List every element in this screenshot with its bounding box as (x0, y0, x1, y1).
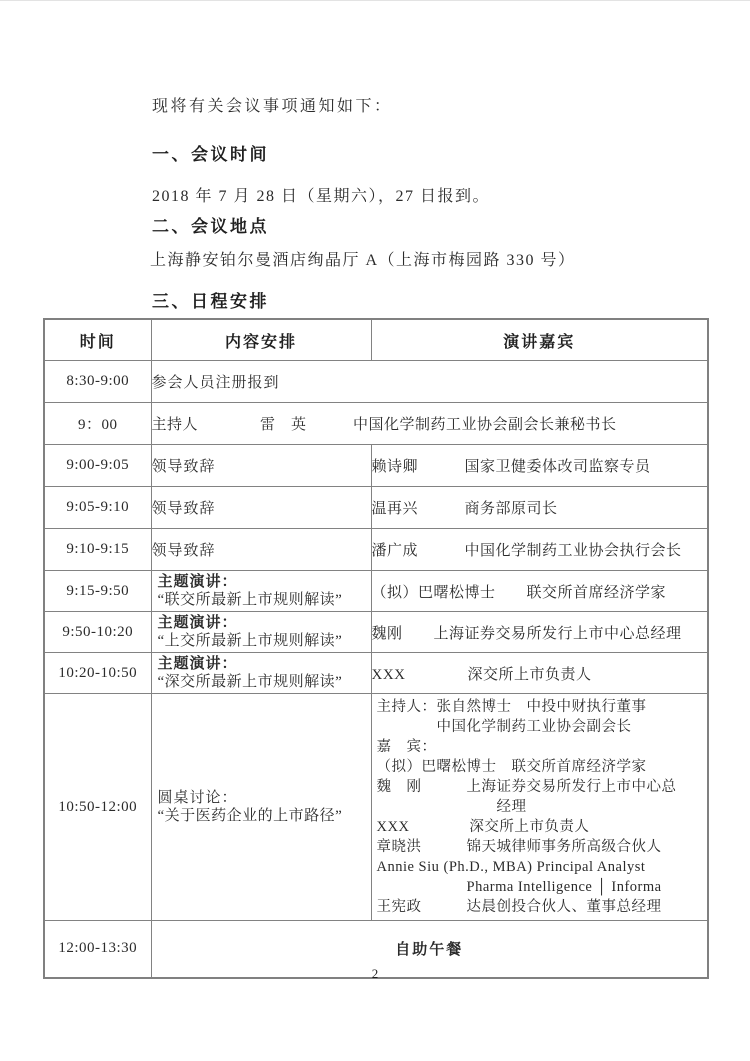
content-cell (151, 653, 371, 694)
roundtable-line: 中国化学制药工业协会副会长 (376, 719, 632, 735)
table-row-keynote-2 (44, 612, 708, 653)
table-row-keynote-3 (44, 653, 708, 694)
section-1-heading: 一、会议时间 (152, 145, 269, 164)
table-row-speech-3 (44, 529, 708, 571)
keynote-subtitle: “上交所最新上市规则解读” (157, 633, 343, 649)
table-row-keynote-1 (44, 571, 708, 612)
content-cell: 领导致辞 (151, 487, 371, 529)
time-cell: 9:15-9:50 (44, 571, 151, 612)
roundtable-speakers-cell (371, 694, 708, 921)
time-cell: 9:05-9:10 (44, 487, 151, 529)
intro-paragraph: 现将有关会议事项通知如下： (152, 98, 393, 115)
roundtable-title: 圆桌讨论： (157, 790, 238, 806)
speaker-cell: 赖诗卿 国家卫健委体改司监察专员 (371, 445, 708, 487)
section-2-body: 上海静安铂尔曼酒店绚晶厅 A（上海市梅园路 330 号） (150, 252, 576, 269)
roundtable-line: 魏 刚 上海证券交易所发行上市中心总 (376, 779, 677, 795)
content-cell: 领导致辞 (151, 445, 371, 487)
roundtable-line: Annie Siu (Ph.D., MBA) Principal Analyst (376, 859, 646, 875)
table-row-roundtable (44, 694, 708, 921)
roundtable-line: 经理 (376, 799, 527, 815)
content-cell (151, 612, 371, 653)
speaker-cell: XXX 深交所上市负责人 (371, 653, 708, 694)
table-row-speech-2 (44, 487, 708, 529)
header-content: 内容安排 (151, 319, 371, 361)
section-1-body: 2018 年 7 月 28 日（星期六），27 日报到。 (152, 188, 491, 205)
roundtable-subtitle: “关于医药企业的上市路径” (157, 808, 343, 824)
roundtable-line: 嘉 宾： (376, 739, 437, 755)
roundtable-line: 章晓洪 锦天城律师事务所高级合伙人 (376, 839, 662, 855)
roundtable-line: （拟）巴曙松博士 联交所首席经济学家 (376, 759, 647, 775)
time-cell: 9:00-9:05 (44, 445, 151, 487)
table-row-registration (44, 361, 708, 403)
content-cell (151, 571, 371, 612)
time-cell: 12:00-13:30 (44, 921, 151, 978)
keynote-title: 主题演讲： (157, 615, 238, 631)
time-cell: 8:30-9:00 (44, 361, 151, 403)
roundtable-line: Pharma Intelligence │ Informa (376, 879, 662, 895)
time-cell: 9:50-10:20 (44, 612, 151, 653)
keynote-subtitle: “深交所最新上市规则解读” (157, 674, 343, 690)
table-header-row (44, 319, 708, 361)
time-cell: 9：00 (44, 403, 151, 445)
lunch-cell: 自助午餐 (151, 921, 708, 978)
host-cell: 主持人 雷 英 中国化学制药工业协会副会长兼秘书长 (151, 403, 708, 445)
table-row-host (44, 403, 708, 445)
keynote-subtitle: “联交所最新上市规则解读” (157, 592, 343, 608)
section-2-heading: 二、会议地点 (152, 217, 269, 236)
speaker-cell: 温再兴 商务部原司长 (371, 487, 708, 529)
keynote-title: 主题演讲： (157, 656, 238, 672)
header-time: 时间 (44, 319, 151, 361)
content-cell: 参会人员注册报到 (151, 361, 708, 403)
speaker-cell: 潘广成 中国化学制药工业协会执行会长 (371, 529, 708, 571)
schedule-table (43, 318, 709, 979)
speaker-cell: 魏刚 上海证券交易所发行上市中心总经理 (371, 612, 708, 653)
time-cell: 10:20-10:50 (44, 653, 151, 694)
table-row-speech-1 (44, 445, 708, 487)
page-number: 2 (371, 966, 379, 981)
content-cell: 领导致辞 (151, 529, 371, 571)
time-cell: 9:10-9:15 (44, 529, 151, 571)
roundtable-line: XXX 深交所上市负责人 (376, 819, 590, 835)
time-cell: 10:50-12:00 (44, 694, 151, 921)
header-speakers: 演讲嘉宾 (371, 319, 708, 361)
roundtable-line: 王宪政 达晨创投合伙人、董事总经理 (376, 899, 662, 915)
roundtable-line: 主持人：张自然博士 中投中财执行董事 (376, 699, 647, 715)
content-cell (151, 694, 371, 921)
section-3-heading: 三、日程安排 (152, 292, 269, 311)
keynote-title: 主题演讲： (157, 574, 238, 590)
speaker-cell: （拟）巴曙松博士 联交所首席经济学家 (371, 571, 708, 612)
